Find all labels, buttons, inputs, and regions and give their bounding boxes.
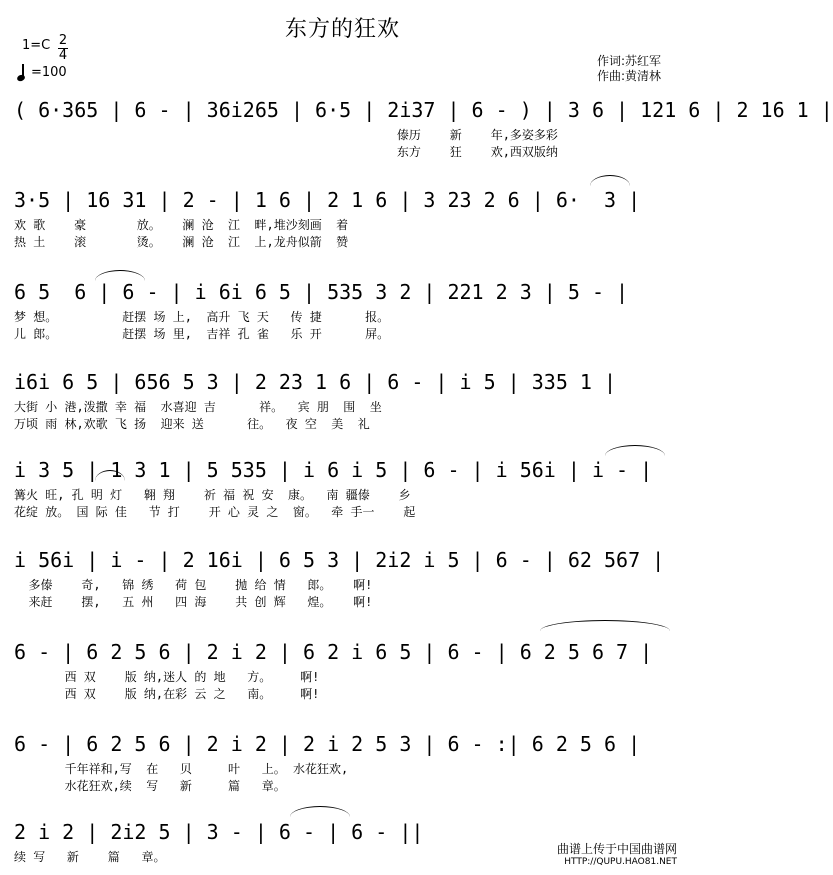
lyric-line-1: 多傣 奇, 锦 绣 荷 包 抛 给 情 郎。 啊!: [14, 578, 373, 592]
lyric-line-2: 东方 狂 欢,西双版纳: [14, 145, 558, 159]
quarter-note-icon: [22, 64, 28, 78]
lyric-line-2: 花绽 放。 国 际 佳 节 打 开 心 灵 之 窗。 牵 手一 起: [14, 505, 416, 519]
notation-line: i 3 5 | 1 3 1 | 5 535 | i 6 i 5 | 6 - | i 56i | i - |: [14, 458, 653, 482]
tempo-value: =100: [31, 65, 67, 80]
lyric-line-1: 续 写 新 篇 章。: [14, 850, 166, 864]
watermark-url: HTTP://QUPU.HAO81.NET: [564, 857, 677, 867]
lyric-line-2: 水花狂欢,续 写 新 篇 章。: [14, 779, 286, 793]
slur-mark: [590, 175, 630, 186]
slur-mark: [605, 445, 665, 456]
notation-line: 2 i 2 | 2i2 5 | 3 - | 6 - | 6 - ||: [14, 820, 424, 844]
lyric-line-1: 欢 歌 豪 放。 澜 沧 江 畔,堆沙刻画 着: [14, 218, 349, 232]
notation-line: i6i 6 5 | 656 5 3 | 2 23 1 6 | 6 - | i 5 | 335 1 |: [14, 370, 617, 394]
lyric-line-1: 傣历 新 年,多姿多彩: [14, 128, 558, 142]
lyric-line-2: 热 土 滚 烫。 澜 沧 江 上,龙舟似箭 赞: [14, 235, 349, 249]
notation-line: 6 - | 6 2 5 6 | 2 i 2 | 2 i 2 5 3 | 6 - :| 6 2 5 6 |: [14, 732, 641, 756]
lyric-line-2: 儿 郎。 赶摆 场 里, 吉祥 孔 雀 乐 开 屏。: [14, 327, 390, 341]
lyric-line-2: 来赶 摆, 五 州 四 海 共 创 辉 煌。 啊!: [14, 595, 373, 609]
notation-line: 6 5 6 | 6 - | i 6i 6 5 | 535 3 2 | 221 2 3 | 5 - |: [14, 280, 629, 304]
slur-mark: [95, 270, 145, 281]
notation-line: i 56i | i - | 2 16i | 6 5 3 | 2i2 i 5 | 6 - | 62 567 |: [14, 548, 665, 572]
lyricist-credit: 作词:苏红军: [596, 54, 661, 68]
slur-mark: [540, 620, 670, 631]
source-watermark: [557, 840, 677, 867]
lyric-line-1: 西 双 版 纳,迷人 的 地 方。 啊!: [14, 670, 320, 684]
lyric-line-1: 篝火 旺, 孔 明 灯 翱 翔 祈 福 祝 安 康。 南 疆傣 乡: [14, 488, 411, 502]
time-signature: [58, 34, 68, 63]
slur-mark: [290, 806, 350, 817]
notation-line: 3·5 | 16 31 | 2 - | 1 6 | 2 1 6 | 3 23 2 6 | 6· 3 |: [14, 188, 641, 212]
time-signature-top: 2: [58, 33, 68, 48]
lyric-line-2: 万顷 雨 林,欢歌 飞 扬 迎来 送 往。 夜 空 美 礼: [14, 417, 370, 431]
time-signature-bottom: 4: [58, 48, 68, 63]
notation-line: 6 - | 6 2 5 6 | 2 i 2 | 6 2 i 6 5 | 6 - | 6 2 5 6 7 |: [14, 640, 653, 664]
composer-credit: 作曲:黄清林: [596, 69, 661, 83]
lyric-line-1: 梦 想。 赶摆 场 上, 高升 飞 天 传 捷 报。: [14, 310, 390, 324]
lyric-line-1: 大街 小 港,泼撒 幸 福 水喜迎 吉 祥。 宾 朋 围 坐: [14, 400, 382, 414]
notation-line: ( 6·365 | 6 - | 36i265 | 6·5 | 2i37 | 6 - ) | 3 6 | 121 6 | 2 16 1 |: [14, 98, 833, 122]
tempo-marking: [22, 64, 67, 80]
lyric-line-2: 西 双 版 纳,在彩 云 之 南。 啊!: [14, 687, 320, 701]
watermark-text: 曲谱上传于中国曲谱网: [556, 842, 677, 856]
key-signature: 1=C: [22, 38, 51, 53]
song-title: 东方的狂欢: [284, 17, 400, 42]
lyric-line-1: 千年祥和,写 在 贝 叶 上。 水花狂欢,: [14, 762, 349, 776]
